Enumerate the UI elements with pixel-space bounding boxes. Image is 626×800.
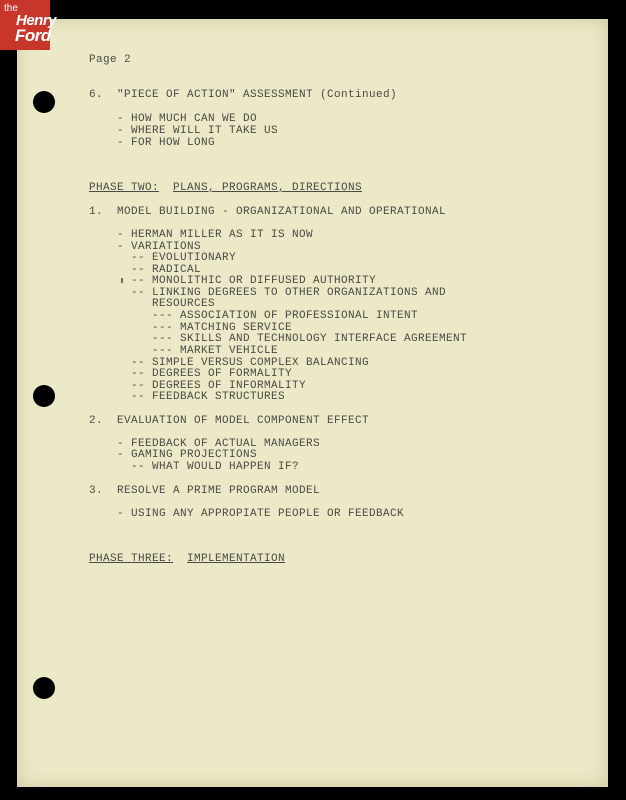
punch-hole-middle <box>33 385 55 407</box>
item-1-line-12: -- SIMPLE VERSUS COMPLEX BALANCING <box>117 357 370 369</box>
item-1-line-5: -- MONOLITHIC OR DIFFUSED AUTHORITY <box>117 275 377 287</box>
phase-two-title: PLANS, PROGRAMS, DIRECTIONS <box>173 182 363 194</box>
logo-the: the <box>4 3 18 14</box>
item-1-line-9: --- MATCHING SERVICE <box>117 322 293 334</box>
section-6-item-1: - HOW MUCH CAN WE DO <box>117 113 258 125</box>
item-1-line-15: -- FEEDBACK STRUCTURES <box>117 391 286 403</box>
logo-ford: Ford <box>15 26 51 45</box>
item-2-line-1: - FEEDBACK OF ACTUAL MANAGERS <box>117 438 321 450</box>
item-3-heading: 3. RESOLVE A PRIME PROGRAM MODEL <box>89 485 321 497</box>
item-2-line-3: -- WHAT WOULD HAPPEN IF? <box>117 461 300 473</box>
item-3-line-1: - USING ANY APPROPIATE PEOPLE OR FEEDBACK <box>117 508 405 520</box>
logo-henry: Henry <box>16 12 57 29</box>
item-1-line-7: RESOURCES <box>117 298 216 310</box>
item-1-line-3: -- EVOLUTIONARY <box>117 252 237 264</box>
item-1-line-2: - VARIATIONS <box>117 241 202 253</box>
section-6-item-3: - FOR HOW LONG <box>117 137 216 149</box>
punch-hole-top <box>33 91 55 113</box>
phase-three-label: PHASE THREE: <box>89 553 174 565</box>
phase-three-title: IMPLEMENTATION <box>187 553 286 565</box>
item-1-line-13: -- DEGREES OF FORMALITY <box>117 368 293 380</box>
punch-hole-bottom <box>33 677 55 699</box>
item-2-line-2: - GAMING PROJECTIONS <box>117 449 258 461</box>
item-1-line-1: - HERMAN MILLER AS IT IS NOW <box>117 229 314 241</box>
item-2-heading: 2. EVALUATION OF MODEL COMPONENT EFFECT <box>89 415 370 427</box>
item-1-line-14: -- DEGREES OF INFORMALITY <box>117 380 307 392</box>
phase-two-label: PHASE TWO: <box>89 182 160 194</box>
henry-ford-logo <box>0 0 57 50</box>
page-number: Page 2 <box>89 54 132 66</box>
document-page <box>17 19 608 787</box>
item-1-line-6: -- LINKING DEGREES TO OTHER ORGANIZATIONS AND <box>117 287 447 299</box>
section-6-item-2: - WHERE WILL IT TAKE US <box>117 125 279 137</box>
item-1-line-10: --- SKILLS AND TECHNOLOGY INTERFACE AGREEMENT <box>117 333 468 345</box>
item-1-line-8: --- ASSOCIATION OF PROFESSIONAL INTENT <box>117 310 419 322</box>
item-1-heading: 1. MODEL BUILDING - ORGANIZATIONAL AND OPERATIONAL <box>89 206 447 218</box>
item-1-line-4: -- RADICAL <box>117 264 202 276</box>
section-6-heading: 6. "PIECE OF ACTION" ASSESSMENT (Continued) <box>89 89 398 101</box>
item-1-line-11: --- MARKET VEHICLE <box>117 345 279 357</box>
